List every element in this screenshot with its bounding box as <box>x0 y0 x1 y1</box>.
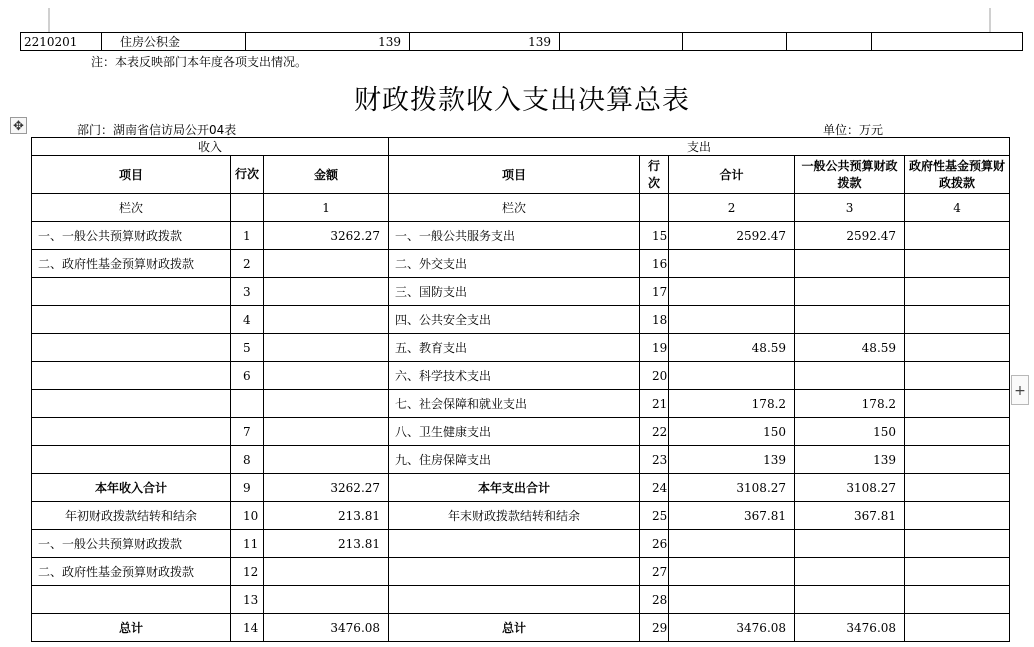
expense-general-budget-cell: 178.2 <box>795 390 905 418</box>
expense-line-no-cell: 21 <box>640 390 669 418</box>
income-item-cell: 二、政府性基金预算财政拨款 <box>32 250 231 278</box>
expense-general-budget-cell <box>795 278 905 306</box>
expense-fund-budget-cell <box>905 306 1010 334</box>
income-amount-cell: 3476.08 <box>264 614 389 642</box>
expense-line-no-cell: 23 <box>640 446 669 474</box>
expense-general-budget-cell: 2592.47 <box>795 222 905 250</box>
income-line-no-cell: 8 <box>231 446 264 474</box>
income-line-no-cell: 10 <box>231 502 264 530</box>
expense-total-cell <box>669 306 795 334</box>
expense-general-budget-cell <box>795 530 905 558</box>
table-note: 注：本表反映部门本年度各项支出情况。 <box>91 55 308 69</box>
expense-fund-budget-cell <box>905 446 1010 474</box>
expense-fund-budget-cell <box>905 558 1010 586</box>
expense-line-no-cell: 17 <box>640 278 669 306</box>
expense-item-cell: 本年支出合计 <box>389 474 640 502</box>
expense-line-no-cell: 28 <box>640 586 669 614</box>
table-row <box>32 502 1010 530</box>
expense-fund-budget-cell <box>905 586 1010 614</box>
table-row <box>32 418 1010 446</box>
expense-item-cell: 二、外交支出 <box>389 250 640 278</box>
table-row <box>32 474 1010 502</box>
cell-name: 住房公积金 <box>102 33 246 51</box>
expense-fund-budget-cell <box>905 362 1010 390</box>
expense-item-cell <box>389 558 640 586</box>
income-amount-cell <box>264 418 389 446</box>
header-total: 合计 <box>669 156 795 194</box>
expense-total-cell: 178.2 <box>669 390 795 418</box>
expense-item-cell: 五、教育支出 <box>389 334 640 362</box>
income-amount-cell <box>264 250 389 278</box>
expense-general-budget-cell <box>795 250 905 278</box>
expense-fund-budget-cell <box>905 250 1010 278</box>
expense-item-cell: 八、卫生健康支出 <box>389 418 640 446</box>
column-number-3: 3 <box>795 194 905 222</box>
expense-item-cell <box>389 586 640 614</box>
cell-code: 2210201 <box>21 33 102 51</box>
expense-item-cell <box>389 530 640 558</box>
department-label: 部门：湖南省信访局公开04表 <box>77 123 237 137</box>
expense-item-cell: 年末财政拨款结转和结余 <box>389 502 640 530</box>
income-item-cell: 一、一般公共预算财政拨款 <box>32 222 231 250</box>
summary-table <box>31 137 1010 642</box>
income-amount-cell <box>264 306 389 334</box>
cell-empty <box>872 33 1023 51</box>
expense-item-cell: 九、住房保障支出 <box>389 446 640 474</box>
expense-general-budget-cell: 48.59 <box>795 334 905 362</box>
header-line-no-2: 行次 <box>640 156 669 194</box>
cell-empty <box>231 194 264 222</box>
income-line-no-cell: 2 <box>231 250 264 278</box>
unit-label: 单位：万元 <box>823 123 884 137</box>
income-item-cell <box>32 586 231 614</box>
expense-fund-budget-cell <box>905 278 1010 306</box>
move-arrows-icon[interactable]: ✥ <box>10 117 27 134</box>
header-item: 项目 <box>32 156 231 194</box>
income-line-no-cell: 4 <box>231 306 264 334</box>
table-row <box>32 586 1010 614</box>
income-amount-cell <box>264 390 389 418</box>
expense-general-budget-cell: 139 <box>795 446 905 474</box>
expense-fund-budget-cell <box>905 390 1010 418</box>
income-amount-cell: 213.81 <box>264 530 389 558</box>
expense-line-no-cell: 20 <box>640 362 669 390</box>
header-fund-budget: 政府性基金预算财政拨款 <box>905 156 1010 194</box>
expense-total-cell: 367.81 <box>669 502 795 530</box>
column-number-row <box>32 194 1010 222</box>
income-item-cell: 总计 <box>32 614 231 642</box>
table-row <box>32 306 1010 334</box>
expense-total-cell: 2592.47 <box>669 222 795 250</box>
expense-item-cell: 六、科学技术支出 <box>389 362 640 390</box>
expense-item-cell: 四、公共安全支出 <box>389 306 640 334</box>
expense-general-budget-cell: 150 <box>795 418 905 446</box>
income-amount-cell <box>264 586 389 614</box>
expense-item-cell: 三、国防支出 <box>389 278 640 306</box>
column-number-2: 2 <box>669 194 795 222</box>
cell-value-1: 139 <box>246 33 410 51</box>
income-item-cell <box>32 278 231 306</box>
income-item-cell <box>32 446 231 474</box>
income-amount-cell <box>264 362 389 390</box>
expense-fund-budget-cell <box>905 418 1010 446</box>
income-line-no-cell: 9 <box>231 474 264 502</box>
expense-line-no-cell: 18 <box>640 306 669 334</box>
table-row <box>32 278 1010 306</box>
income-amount-cell <box>264 278 389 306</box>
expense-total-cell: 48.59 <box>669 334 795 362</box>
expense-general-budget-cell <box>795 558 905 586</box>
expense-line-no-cell: 24 <box>640 474 669 502</box>
table-row <box>32 334 1010 362</box>
header-row-group <box>32 138 1010 156</box>
expense-item-cell: 七、社会保障和就业支出 <box>389 390 640 418</box>
income-amount-cell <box>264 334 389 362</box>
column-label: 栏次 <box>32 194 231 222</box>
income-line-no-cell: 6 <box>231 362 264 390</box>
income-item-cell <box>32 418 231 446</box>
expense-group-header: 支出 <box>389 138 1010 156</box>
table-row <box>32 390 1010 418</box>
cell-empty <box>787 33 872 51</box>
cell-empty <box>683 33 787 51</box>
expense-total-cell: 3108.27 <box>669 474 795 502</box>
income-amount-cell: 213.81 <box>264 502 389 530</box>
expense-fund-budget-cell <box>905 614 1010 642</box>
expense-fund-budget-cell <box>905 474 1010 502</box>
income-line-no-cell: 7 <box>231 418 264 446</box>
expense-item-cell: 总计 <box>389 614 640 642</box>
expense-line-no-cell: 15 <box>640 222 669 250</box>
income-line-no-cell: 12 <box>231 558 264 586</box>
income-line-no-cell: 3 <box>231 278 264 306</box>
income-group-header: 收入 <box>32 138 389 156</box>
expense-fund-budget-cell <box>905 222 1010 250</box>
table-row <box>32 530 1010 558</box>
expense-line-no-cell: 29 <box>640 614 669 642</box>
expense-line-no-cell: 27 <box>640 558 669 586</box>
column-number-1: 1 <box>264 194 389 222</box>
expense-fund-budget-cell <box>905 334 1010 362</box>
income-item-cell: 二、政府性基金预算财政拨款 <box>32 558 231 586</box>
cell-value-2: 139 <box>410 33 560 51</box>
income-line-no-cell: 11 <box>231 530 264 558</box>
income-line-no-cell: 5 <box>231 334 264 362</box>
income-amount-cell: 3262.27 <box>264 222 389 250</box>
expense-item-cell: 一、一般公共服务支出 <box>389 222 640 250</box>
header-general-budget: 一般公共预算财政拨款 <box>795 156 905 194</box>
income-line-no-cell: 14 <box>231 614 264 642</box>
header-row-columns <box>32 156 1010 194</box>
income-item-cell: 本年收入合计 <box>32 474 231 502</box>
column-label-2: 栏次 <box>389 194 640 222</box>
expense-general-budget-cell: 3476.08 <box>795 614 905 642</box>
expense-line-no-cell: 25 <box>640 502 669 530</box>
expense-fund-budget-cell <box>905 502 1010 530</box>
income-line-no-cell: 13 <box>231 586 264 614</box>
expense-general-budget-cell: 367.81 <box>795 502 905 530</box>
table-row <box>32 446 1010 474</box>
expense-general-budget-cell <box>795 586 905 614</box>
table-row <box>32 222 1010 250</box>
table-row <box>32 614 1010 642</box>
table-row <box>32 250 1010 278</box>
income-item-cell: 一、一般公共预算财政拨款 <box>32 530 231 558</box>
income-item-cell <box>32 334 231 362</box>
expense-total-cell: 3476.08 <box>669 614 795 642</box>
income-item-cell <box>32 306 231 334</box>
page-title: 财政拨款收入支出决算总表 <box>354 85 690 116</box>
expense-general-budget-cell <box>795 362 905 390</box>
expense-general-budget-cell <box>795 306 905 334</box>
expense-total-cell <box>669 362 795 390</box>
expense-line-no-cell: 26 <box>640 530 669 558</box>
income-line-no-cell: 1 <box>231 222 264 250</box>
table-row <box>32 362 1010 390</box>
expense-general-budget-cell: 3108.27 <box>795 474 905 502</box>
expense-total-cell: 150 <box>669 418 795 446</box>
expense-line-no-cell: 22 <box>640 418 669 446</box>
table-row <box>32 558 1010 586</box>
expense-total-cell <box>669 278 795 306</box>
expense-total-cell <box>669 586 795 614</box>
column-number-4: 4 <box>905 194 1010 222</box>
header-item-2: 项目 <box>389 156 640 194</box>
income-amount-cell <box>264 446 389 474</box>
income-item-cell <box>32 362 231 390</box>
expense-line-no-cell: 16 <box>640 250 669 278</box>
expense-line-no-cell: 19 <box>640 334 669 362</box>
income-line-no-cell <box>231 390 264 418</box>
expense-total-cell: 139 <box>669 446 795 474</box>
table-row <box>21 33 1023 51</box>
previous-table-fragment <box>20 32 1023 51</box>
income-item-cell: 年初财政拨款结转和结余 <box>32 502 231 530</box>
cell-empty <box>640 194 669 222</box>
header-line-no: 行次 <box>231 156 264 194</box>
cell-empty <box>560 33 683 51</box>
income-item-cell <box>32 390 231 418</box>
page-margin-marker-left <box>48 8 50 32</box>
plus-icon[interactable]: + <box>1011 375 1029 405</box>
header-amount: 金额 <box>264 156 389 194</box>
income-amount-cell: 3262.27 <box>264 474 389 502</box>
expense-total-cell <box>669 558 795 586</box>
income-amount-cell <box>264 558 389 586</box>
expense-total-cell <box>669 250 795 278</box>
expense-fund-budget-cell <box>905 530 1010 558</box>
page-margin-marker-right <box>989 8 991 32</box>
expense-total-cell <box>669 530 795 558</box>
